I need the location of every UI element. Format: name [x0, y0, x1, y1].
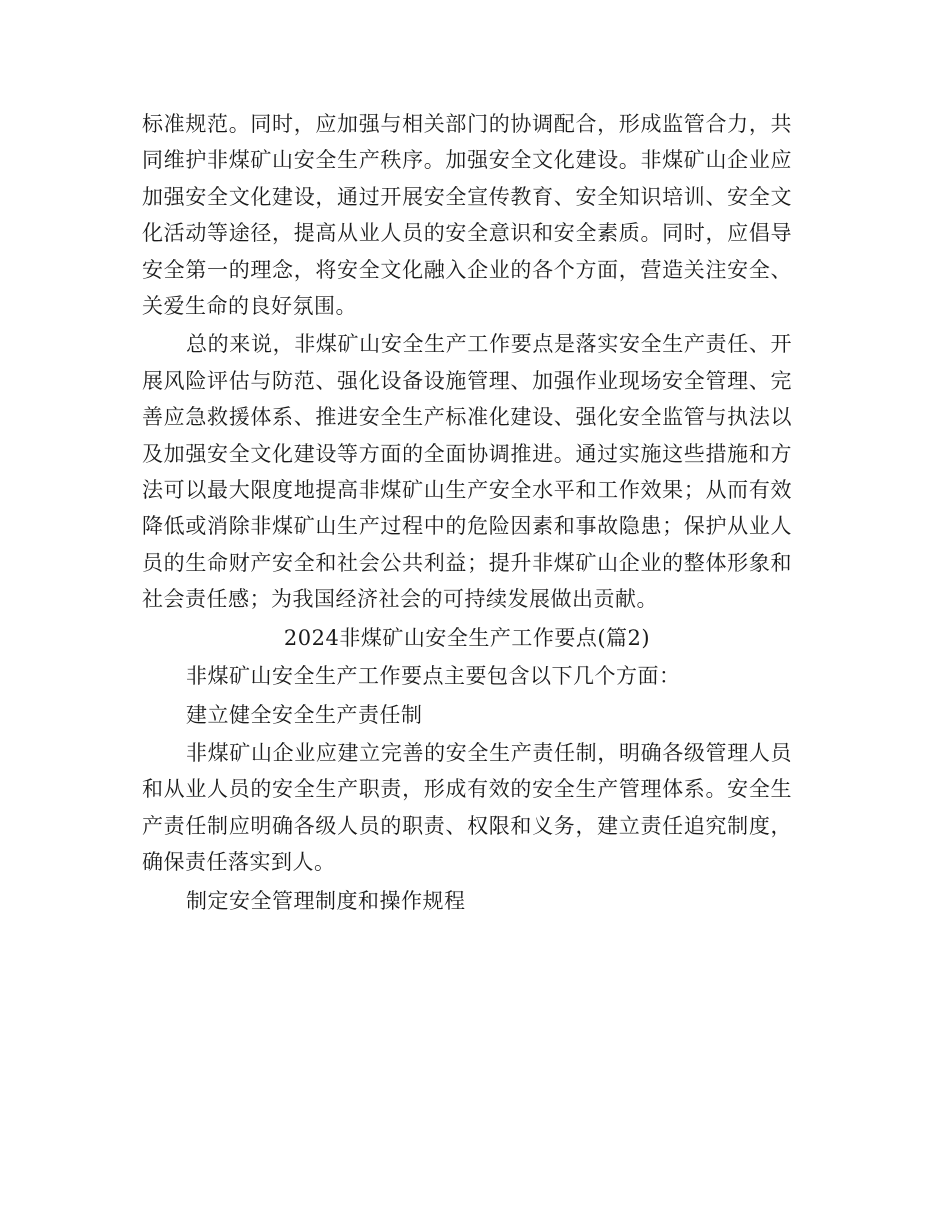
responsibility-paragraph: 非煤矿山企业应建立完善的安全生产责任制，明确各级管理人员和从业人员的安全生产职责，形成有效的安全生产管理体系。安全生产责任制应明确各级人员的职责、权限和义务，建立责任追究制度，确保责任落实到人。 [142, 740, 792, 875]
subheading-responsibility-system: 建立健全安全生产责任制 [186, 702, 423, 727]
document-body [142, 106, 792, 921]
body-paragraph-continued: 标准规范。同时，应加强与相关部门的协调配合，形成监管合力，共同维护非煤矿山安全生产秩序。加强安全文化建设。非煤矿山企业应加强安全文化建设，通过开展安全宣传教育、安全知识培训、安全文化活动等途径，提高从业人员的安全意识和安全素质。同时，应倡导安全第一的理念，将安全文化融入企业的各个方面，营造关注安全、关爱生命的良好氛围。 [142, 112, 792, 319]
body-paragraph-summary: 总的来说，非煤矿山安全生产工作要点是落实安全生产责任、开展风险评估与防范、强化设备设施管理、加强作业现场安全管理、完善应急救援体系、推进安全生产标准化建设、强化安全监管与执法以及加强安全文化建设等方面的全面协调推进。通过实施这些措施和方法可以最大限度地提高非煤矿山生产安全水平和工作效果；从而有效降低或消除非煤矿山生产过程中的危险因素和事故隐患；保护从业人员的生命财产安全和社会公共利益；提升非煤矿山企业的整体形象和社会责任感；为我国经济社会的可持续发展做出贡献。 [142, 332, 792, 612]
section-intro-paragraph: 非煤矿山安全生产工作要点主要包含以下几个方面： [186, 664, 681, 689]
subheading-management-rules: 制定安全管理制度和操作规程 [186, 888, 466, 913]
section-heading: 2024非煤矿山安全生产工作要点(篇2) [283, 625, 651, 650]
